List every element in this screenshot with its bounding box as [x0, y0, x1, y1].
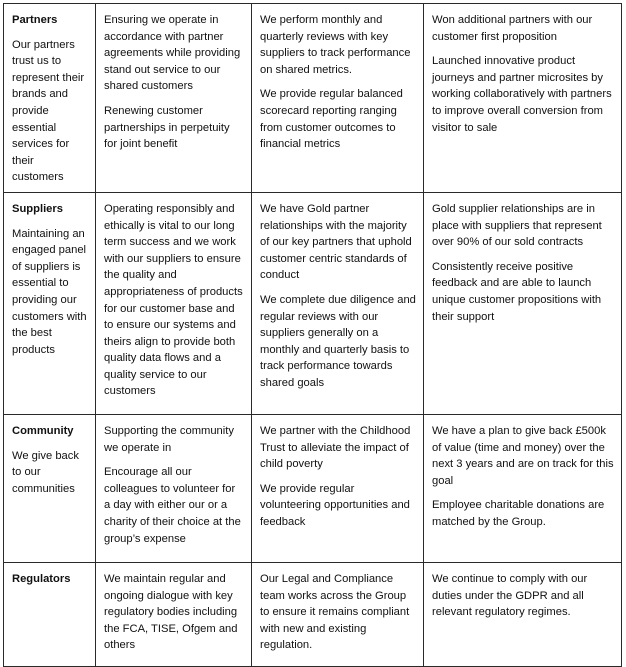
- cell-paragraph: We complete due diligence and regular reviews with our suppliers generally on a monthly and quarterly basis to track performance towards shared goals: [260, 293, 416, 389]
- engagement-cell: [252, 562, 424, 666]
- stakeholder-cell: [4, 414, 96, 562]
- stakeholder-cell: [4, 562, 96, 666]
- cell-paragraph: Our Legal and Compliance team works across the Group to ensure it remains compliant with new and existing regulation.: [260, 572, 410, 652]
- cell-paragraph: Launched innovative product journeys and partner microsites by working collaboratively with partners to improve overall conversion from visitor to sale: [432, 55, 612, 134]
- row-description: Our partners trust us to represent their brands and provide essential services for their customers: [12, 38, 85, 184]
- cell-paragraph: We have a plan to give back £500k of value (time and money) over the next 3 years and are on track for this goal: [432, 424, 614, 487]
- cell-paragraph: Operating responsibly and ethically is vital to our long term success and we work with our suppliers to ensure the quality and appropriateness of products for our customer base and to ensure our systems and theirs align to provide both quality data flows and a quality service to our customers: [104, 202, 243, 398]
- cell-paragraph: We perform monthly and quarterly reviews with key suppliers to track performance on shared metrics.: [260, 14, 411, 76]
- cell-paragraph: Ensuring we operate in accordance with partner agreements while providing stand out service to our shared customers: [104, 14, 241, 93]
- row-description: Maintaining an engaged panel of suppliers is essential to providing our customers with the best products: [12, 227, 87, 356]
- cell-paragraph: We maintain regular and ongoing dialogue with key regulatory bodies including the FCA, TISE, Ofgem and others: [104, 572, 238, 652]
- row-heading: Regulators: [12, 572, 71, 585]
- outcome-cell: [424, 562, 622, 666]
- cell-paragraph: We partner with the Childhood Trust to alleviate the impact of child poverty: [260, 424, 411, 471]
- cell-paragraph: We have Gold partner relationships with the majority of our key partners that uphold customer centric standards of conduct: [260, 202, 412, 282]
- cell-paragraph: Encourage all our colleagues to volunteer for a day with either our or a charity of their choice at the group’s expense: [104, 466, 241, 545]
- cell-paragraph: We provide regular volunteering opportunities and feedback: [260, 482, 410, 528]
- stakeholder-cell: [4, 192, 96, 414]
- engagement-cell: [252, 414, 424, 562]
- row-description: We give back to our communities: [12, 449, 79, 495]
- approach-cell: [96, 414, 252, 562]
- table-row-partners: [4, 4, 622, 193]
- table-row-suppliers: [4, 192, 622, 414]
- engagement-cell: [252, 192, 424, 414]
- cell-paragraph: Consistently receive positive feedback and are able to launch unique customer propositions with their support: [432, 260, 602, 323]
- approach-cell: [96, 562, 252, 666]
- cell-paragraph: Gold supplier relationships are in place with suppliers that represent over 90% of our sold contracts: [432, 202, 602, 249]
- cell-paragraph: We provide regular balanced scorecard reporting ranging from customer outcomes to financial metrics: [260, 88, 403, 151]
- approach-cell: [96, 192, 252, 414]
- cell-paragraph: Won additional partners with our customer first proposition: [432, 14, 593, 43]
- row-heading: Suppliers: [12, 202, 63, 215]
- stakeholder-table: [3, 3, 622, 667]
- approach-cell: [96, 4, 252, 193]
- row-heading: Community: [12, 424, 74, 437]
- cell-paragraph: Renewing customer partnerships in perpetuity for joint benefit: [104, 104, 230, 151]
- engagement-cell: [252, 4, 424, 193]
- cell-paragraph: We continue to comply with our duties under the GDPR and all relevant regulatory regimes.: [432, 572, 588, 619]
- outcome-cell: [424, 4, 622, 193]
- table-row-community: [4, 414, 622, 562]
- cell-paragraph: Employee charitable donations are matched by the Group.: [432, 499, 605, 528]
- row-heading: Partners: [12, 14, 58, 26]
- cell-paragraph: Supporting the community we operate in: [104, 424, 234, 454]
- outcome-cell: [424, 414, 622, 562]
- outcome-cell: [424, 192, 622, 414]
- table-row-regulators: [4, 562, 622, 666]
- stakeholder-cell: [4, 4, 96, 193]
